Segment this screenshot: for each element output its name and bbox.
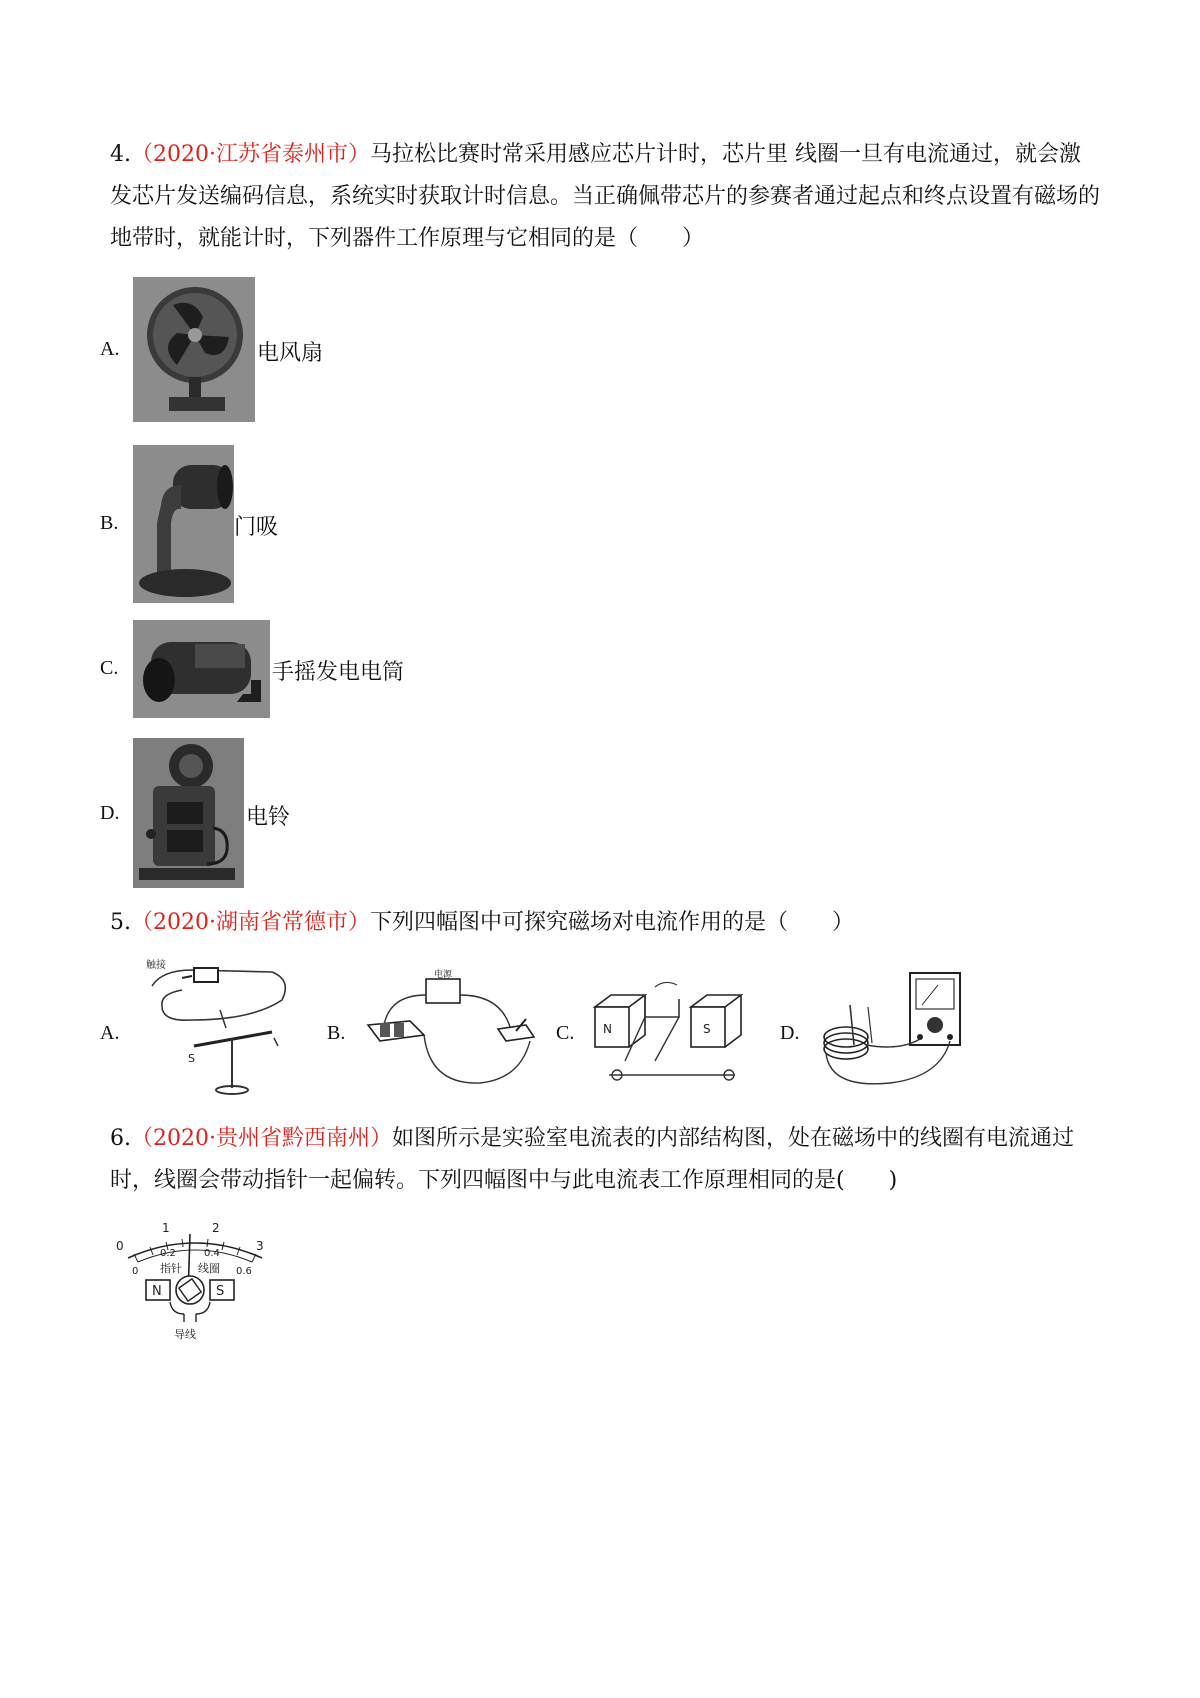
wire-label: 导线 — [174, 1328, 196, 1341]
question-4 — [110, 134, 1100, 260]
option-c-label: C. — [100, 657, 119, 679]
scale-inner-1: 0.2 — [160, 1248, 176, 1259]
pole-s-label-c: S — [703, 1022, 711, 1036]
question-number: 6. — [110, 1126, 131, 1151]
pointer-label: 指针 — [160, 1262, 182, 1275]
pole-n-label: N — [603, 1022, 612, 1036]
electromagnet-circuit-diagram — [350, 965, 550, 1095]
option-b-label: B. — [100, 512, 119, 534]
option-a-label: A. — [100, 338, 120, 360]
hand-crank-flashlight-photo — [133, 620, 270, 718]
option-a-text: 电风扇 — [257, 341, 324, 366]
scale-outer-2: 2 — [212, 1221, 220, 1235]
compass-needle-experiment-diagram — [132, 950, 302, 1100]
scale-inner-0: 0 — [132, 1266, 139, 1277]
coil-label: 线圈 — [198, 1262, 220, 1275]
question-source: （2020·贵州省黔西南州） — [131, 1126, 392, 1151]
question-stem: 如图所示是实验室电流表的内部结构图，处在磁场中的线圈有电流通过时，线圈会带动指针一起偏转。下列四幅图中与此电流表工作原理相同的是( ) — [110, 1126, 1074, 1193]
question-stem: 马拉松比赛时常采用感应芯片计时，芯片里 线圈一旦有电流通过，就会激发芯片发送编码信息，系统实时获取计时信息。当正确佩带芯片的参赛者通过起点和终点设置有磁场的地带时，就能计时，下列器件工作原理与它相同的是（ ） — [110, 142, 1101, 251]
question-number: 5. — [110, 910, 131, 935]
q5-option-b-label: B. — [327, 1022, 346, 1044]
option-d-text: 电铃 — [246, 805, 291, 830]
scale-outer-0: 0 — [116, 1239, 124, 1253]
question-5 — [110, 902, 1100, 944]
electric-bell-photo — [133, 738, 244, 888]
scale-outer-3: 3 — [256, 1239, 264, 1253]
question-stem: 下列四幅图中可探究磁场对电流作用的是（ ） — [369, 910, 854, 935]
ammeter-structure-diagram — [110, 1210, 280, 1345]
q5-option-c-label: C. — [556, 1022, 575, 1044]
pole-s-label: S — [188, 1052, 195, 1065]
pole-n-label-6: N — [152, 1284, 162, 1299]
question-number: 4. — [110, 142, 131, 167]
question-source: （2020·江苏省泰州市） — [131, 142, 370, 167]
scale-inner-2: 0.4 — [204, 1248, 220, 1259]
power-label: 电源 — [434, 970, 453, 980]
coil-galvanometer-diagram — [810, 965, 975, 1095]
scale-inner-3: 0.6 — [236, 1266, 252, 1277]
contact-label: 触接 — [146, 960, 166, 971]
q5-option-d-label: D. — [780, 1022, 800, 1044]
q5-option-a-label: A. — [100, 1022, 120, 1044]
option-c-text: 手摇发电电筒 — [272, 660, 405, 685]
question-6 — [110, 1118, 1100, 1202]
option-d-label: D. — [100, 802, 120, 824]
pole-s-label-6: S — [216, 1284, 225, 1299]
question-source: （2020·湖南省常德市） — [131, 910, 370, 935]
magnet-wire-swing-diagram — [585, 965, 760, 1095]
scale-outer-1: 1 — [162, 1221, 170, 1235]
door-stopper-photo — [133, 445, 234, 603]
electric-fan-photo — [133, 277, 255, 422]
option-b-text: 门吸 — [234, 515, 279, 540]
